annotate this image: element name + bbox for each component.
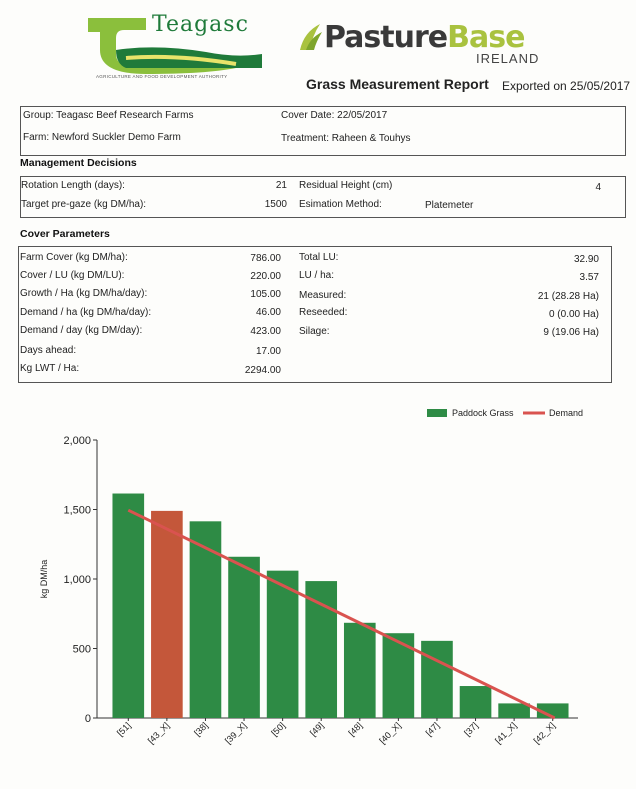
x-tick-label: [37] <box>462 720 480 739</box>
pasturebase-ireland: IRELAND <box>476 51 540 66</box>
teagasc-logo <box>86 14 266 84</box>
cover-left-value: 105.00 <box>250 289 281 300</box>
y-tick-label: 2,000 <box>63 435 91 447</box>
cover-right-label: Total LU: <box>299 252 339 263</box>
cover-left-label: Demand / ha (kg DM/ha/day): <box>20 307 152 318</box>
bar <box>460 686 492 718</box>
y-tick-label: 1,000 <box>63 574 91 586</box>
x-tick-label: [49] <box>307 720 326 739</box>
estimation-method-label: Esimation Method: <box>299 199 382 210</box>
x-tick-label: [48] <box>346 720 365 739</box>
farm-info-box <box>20 106 626 156</box>
bar <box>228 557 260 718</box>
cover-left-label: Kg LWT / Ha: <box>20 363 80 374</box>
pasturebase-word-base: Base <box>447 20 525 55</box>
pasturebase-logo <box>298 18 548 68</box>
y-axis-label: kg DM/ha <box>39 559 49 599</box>
cover-right-value: 3.57 <box>579 272 599 283</box>
x-tick-label: [40_X] <box>377 720 403 746</box>
cover-left-value: 786.00 <box>250 253 281 264</box>
group-text: Group: Teagasc Beef Research Farms <box>23 110 194 121</box>
treatment-text: Treatment: Raheen & Touhys <box>281 133 411 144</box>
x-tick-label: [41_X] <box>493 720 519 746</box>
teagasc-name: Teagasc <box>152 12 249 37</box>
y-tick-label: 0 <box>84 713 91 725</box>
x-tick-label: [50] <box>269 720 288 739</box>
cover-left-label: Farm Cover (kg DM/ha): <box>20 252 128 263</box>
cover-parameters-box <box>18 246 612 383</box>
chart-svg <box>0 400 636 789</box>
cover-left-label: Days ahead: <box>20 345 77 356</box>
legend-label-paddock-grass: Paddock Grass <box>452 408 514 418</box>
cover-parameters-title: Cover Parameters <box>20 228 110 240</box>
cover-left-value: 423.00 <box>250 326 281 337</box>
bar <box>344 623 376 718</box>
estimation-method-value: Platemeter <box>425 200 474 211</box>
management-decisions-title: Management Decisions <box>20 157 137 169</box>
x-tick-label: [47] <box>423 720 442 739</box>
cover-right-label: Reseeded: <box>299 307 348 318</box>
bar <box>267 571 299 718</box>
x-tick-label: [51] <box>115 720 133 739</box>
bar <box>498 703 530 718</box>
exported-date: Exported on 25/05/2017 <box>502 79 631 93</box>
x-tick-label: [39_X] <box>222 720 249 746</box>
target-pregraze-label: Target pre-gaze (kg DM/ha): <box>21 199 147 210</box>
cover-left-label: Growth / Ha (kg DM/ha/day): <box>20 288 148 299</box>
bar <box>190 521 222 718</box>
cover-right-value: 21 (28.28 Ha) <box>537 291 599 302</box>
cover-left-label: Demand / day (kg DM/day): <box>20 325 143 336</box>
target-pregraze-value: 1500 <box>264 199 287 210</box>
legend-label-demand: Demand <box>549 408 584 418</box>
cover-right-value: 32.90 <box>573 254 599 265</box>
pasturebase-word-pasture: Pasture <box>324 20 448 55</box>
cover-left-value: 2294.00 <box>244 365 281 376</box>
residual-value: 4 <box>595 182 601 193</box>
x-tick-label: [43_X] <box>145 720 172 746</box>
cover-right-label: Measured: <box>299 290 347 301</box>
cover-right-label: LU / ha: <box>299 270 335 281</box>
paddock-grass-chart <box>0 400 636 789</box>
management-box <box>20 176 626 218</box>
report-title: Grass Measurement Report <box>306 76 489 92</box>
cover-right-value: 9 (19.06 Ha) <box>543 327 599 338</box>
cover-left-value: 17.00 <box>255 346 281 357</box>
cover-date-text: Cover Date: 22/05/2017 <box>281 110 388 121</box>
bar <box>305 581 337 718</box>
bar <box>151 511 183 718</box>
cover-right-value: 0 (0.00 Ha) <box>548 309 599 320</box>
x-tick-label: [42_X] <box>531 720 558 746</box>
bar <box>421 641 453 718</box>
x-tick-label: [38] <box>192 720 210 739</box>
cover-right-label: Silage: <box>299 326 330 337</box>
teagasc-tagline: AGRICULTURE AND FOOD DEVELOPMENT AUTHORITY <box>96 74 228 79</box>
farm-text: Farm: Newford Suckler Demo Farm <box>23 132 181 143</box>
cover-left-label: Cover / LU (kg DM/LU): <box>20 270 125 281</box>
cover-left-value: 220.00 <box>250 271 281 282</box>
cover-left-value: 46.00 <box>255 307 281 318</box>
bar <box>112 494 144 718</box>
y-tick-label: 500 <box>72 643 91 656</box>
y-tick-label: 1,500 <box>63 504 91 517</box>
legend-swatch-paddock-grass <box>427 409 447 417</box>
rotation-value: 21 <box>275 180 287 191</box>
rotation-label: Rotation Length (days): <box>21 180 125 191</box>
residual-label: Residual Height (cm) <box>299 180 393 191</box>
